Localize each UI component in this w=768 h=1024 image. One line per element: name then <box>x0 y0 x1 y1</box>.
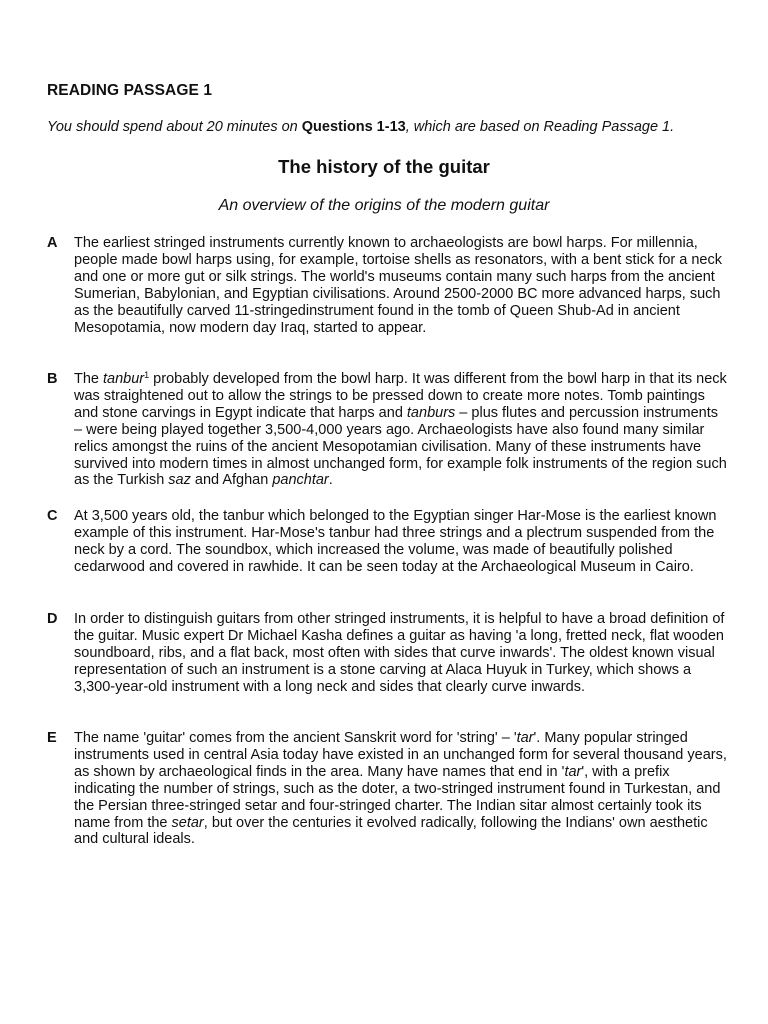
paragraph-letter: C <box>47 508 58 524</box>
paragraph-letter: D <box>47 611 58 627</box>
text-run: – plus flutes and percussion instruments – were being played together 3,500-4,000 years ago. Archaeologists have also found many similar relics amongst the ruins of the ancient Mesopotamian civilisation. Many of these instruments have survived into modern times in almost unchanged form, for example folk instruments of the region such as the Turkish <box>74 404 727 489</box>
instructions-text-end: , which are based on Reading Passage 1. <box>405 119 675 135</box>
paragraph-text <box>74 730 727 848</box>
passage-title: The history of the guitar <box>278 156 490 177</box>
paragraph-letter: B <box>47 371 58 387</box>
paragraph-b <box>47 371 727 489</box>
paragraph-letter: A <box>47 235 58 251</box>
term-setar: setar <box>171 814 204 831</box>
paragraph-c <box>47 508 727 576</box>
text-run: . <box>328 472 333 489</box>
paragraph-e <box>47 730 727 848</box>
paragraph-text: In order to distinguish guitars from other stringed instruments, it is helpful to have a broad definition of the guitar. Music expert Dr Michael Kasha defines a guitar as having 'a long, fretted neck, flat wooden soundboard, ribs, and a flat back, most often with sides that curve inwards'. The oldest known visual representation of such an instrument is a stone carving at Alaca Huyuk in Turkey, which shows a 3,300-year-old instrument with a long neck and sides that clearly curve inwards. <box>74 611 725 695</box>
text-run: probably developed from the bowl harp. It was different from the bowl harp in that its neck was straightened out to allow the strings to be pressed down to create more notes. Tomb paintings and stone carvings in Egypt indicate that harps and <box>74 371 727 421</box>
instructions <box>47 119 674 135</box>
paragraph-d <box>47 611 727 696</box>
term-tar: tar <box>564 763 582 780</box>
text-run: The <box>74 371 104 387</box>
term-tar: tar <box>516 730 534 746</box>
passage-subtitle: An overview of the origins of the modern guitar <box>218 197 550 214</box>
section-heading: READING PASSAGE 1 <box>47 82 213 99</box>
term-panchtar: panchtar <box>272 472 329 489</box>
text-run: '. Many popular stringed instruments used in central Asia today have existed in an unchanged form for several thousand years, as shown by archaeological finds in the area. Many have names that end in ' <box>74 730 727 780</box>
term-tanbur: tanbur <box>103 371 145 387</box>
paragraph-letter: E <box>47 730 57 746</box>
term-saz: saz <box>168 472 191 489</box>
text-run: and Afghan <box>190 472 273 489</box>
text-run: The name 'guitar' comes from the ancient Sanskrit word for 'string' – ' <box>74 730 517 746</box>
paragraph-text: The earliest stringed instruments currently known to archaeologists are bowl harps. For millennia, people made bowl harps using, for example, tortoise shells as resonators, with a bent stick for a neck and one or more gut or silk strings. The world's museums contain many such harps from the ancient Sumerian, Babylonian, and Egyptian civilisations. Around 2500-2000 BC more advanced harps, such as the beautifully carved 11-stringedinstrument found in the tomb of Queen Shub-Ad in ancient Mesopotamia, now modern day Iraq, started to appear. <box>74 235 722 336</box>
text-run: , but over the centuries it evolved radically, following the Indians' own aesthetic and cultural ideals. <box>74 814 708 848</box>
text-run: ', with a prefix indicating the number of strings, such as the doter, a two-stringed instrument found in Turkestan, and the Persian three-stringed setar and four-stringed charter. The Indian sitar almost certainly took its name from the <box>74 763 721 831</box>
paragraph-text: At 3,500 years old, the tanbur which belonged to the Egyptian singer Har-Mose is the earliest known example of this instrument. Har-Mose's tanbur had three strings and a plectrum suspended from the neck by a cord. The soundbox, which increased the volume, was made of beautifully polished cedarwood and covered in rawhide. It can be seen today at the Archaeological Museum in Cairo. <box>74 508 717 575</box>
paragraph-text <box>74 371 727 489</box>
instructions-questions: Questions 1-13 <box>301 119 406 135</box>
instructions-text-start: You should spend about 20 minutes on <box>47 119 302 135</box>
paragraph-a <box>47 235 727 336</box>
term-tanburs: tanburs <box>406 404 456 421</box>
footnote-marker: 1 <box>144 370 150 380</box>
